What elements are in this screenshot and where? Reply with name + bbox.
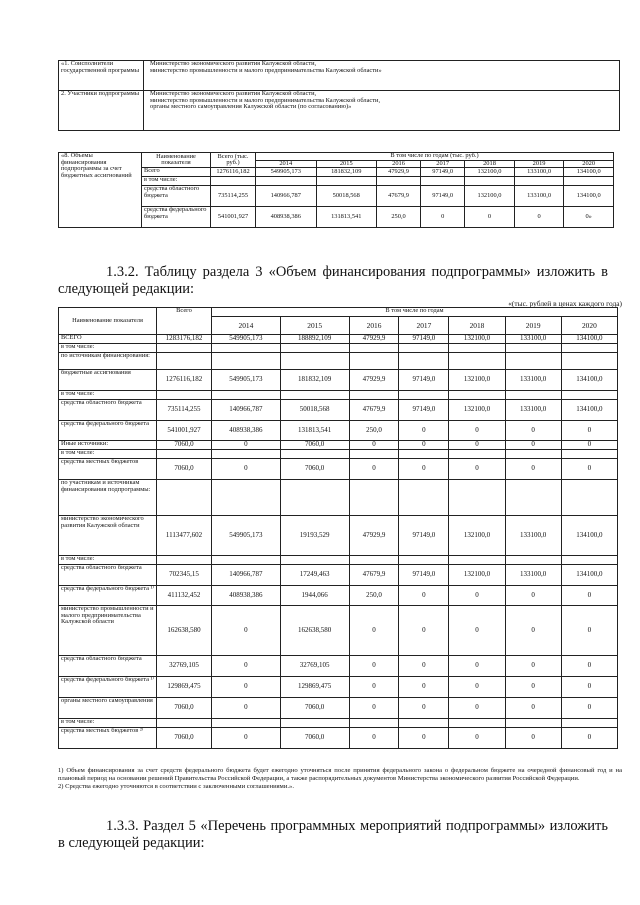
row-value: 0 <box>449 421 505 441</box>
row-value: 132100,0 <box>449 400 505 421</box>
paragraph-1-3-2-text: 1.3.2. Таблицу раздела 3 «Объем финансирования подпрограммы» изложить в следующей редакции: <box>58 264 608 297</box>
year-header: 2019 <box>514 160 564 168</box>
row-value <box>399 353 449 370</box>
row-value: 0 <box>349 441 399 450</box>
row-value: 0 <box>505 698 561 719</box>
row-value <box>280 556 349 565</box>
header-name: Наименование показателя <box>59 308 157 335</box>
row-value: 131813,541 <box>316 207 377 228</box>
row-value: 97149,0 <box>399 516 449 556</box>
table-row <box>59 480 618 516</box>
year-header: 2018 <box>449 317 505 335</box>
row-value: 0 <box>212 606 281 656</box>
row-value: 0 <box>465 207 515 228</box>
row-total <box>211 177 256 186</box>
row-value: 0 <box>212 728 281 749</box>
row-value: 0 <box>561 698 617 719</box>
row-value: 162638,580 <box>280 606 349 656</box>
row-value: 0 <box>399 459 449 480</box>
row-value <box>212 719 281 728</box>
row-value <box>561 353 617 370</box>
row-value: 97149,0 <box>399 335 449 344</box>
row-value: 0 <box>449 441 505 450</box>
row-value: 134100,0 <box>561 400 617 421</box>
row-value: 0 <box>349 606 399 656</box>
row-name: по источникам финансирования: <box>59 353 157 370</box>
table-row <box>59 391 618 400</box>
row-value: 0 <box>399 656 449 677</box>
row-value <box>505 391 561 400</box>
row-value: Министерство экономического развития Калужской области, министерство промышленности и малого предпринимательства Калужской области» <box>144 61 620 91</box>
table-row <box>59 91 620 131</box>
paragraph-1-3-2 <box>58 264 608 298</box>
table-row <box>59 698 618 719</box>
header-name: Наименование показателя <box>142 153 211 168</box>
row-value: 0 <box>399 728 449 749</box>
row-value: 0 <box>212 698 281 719</box>
row-value: 0 <box>505 656 561 677</box>
row-name: в том числе: <box>59 719 157 728</box>
row-value: 133100,0 <box>505 400 561 421</box>
row-value: 0 <box>449 677 505 698</box>
row-total: 7060,0 <box>157 459 212 480</box>
paragraph-1-3-3 <box>58 818 608 852</box>
row-total: 702345,15 <box>157 565 212 586</box>
row-name: средства федерального бюджета <box>142 207 211 228</box>
row-total: 411132,452 <box>157 586 212 606</box>
financing-passport-table <box>58 152 614 228</box>
row-value: 47679,9 <box>349 565 399 586</box>
row-value: 47679,9 <box>349 400 399 421</box>
row-total <box>157 344 212 353</box>
row-value: 47679,9 <box>377 186 421 207</box>
row-value: 181832,109 <box>316 168 377 177</box>
row-value <box>349 450 399 459</box>
year-header: 2019 <box>505 317 561 335</box>
row-value: 7060,0 <box>280 441 349 450</box>
row-name: в том числе: <box>59 344 157 353</box>
row-value <box>561 719 617 728</box>
row-value: 97149,0 <box>421 168 465 177</box>
row-value: 132100,0 <box>465 168 515 177</box>
row-value <box>449 556 505 565</box>
row-value <box>449 719 505 728</box>
row-value <box>212 353 281 370</box>
row-name: средства федерального бюджета ¹⁾ <box>59 586 157 606</box>
row-value: 47929,9 <box>349 335 399 344</box>
table-row <box>59 168 614 177</box>
row-value <box>280 344 349 353</box>
row-value <box>421 177 465 186</box>
row-value <box>349 480 399 516</box>
row-name: средства местных бюджетов ²⁾ <box>59 728 157 749</box>
year-header: 2014 <box>256 160 317 168</box>
row-name: ВСЕГО <box>59 335 157 344</box>
row-value: 7060,0 <box>280 459 349 480</box>
header-row <box>59 153 614 161</box>
row-value: 0 <box>399 677 449 698</box>
row-value: 250,0 <box>349 421 399 441</box>
row-value: 0 <box>399 441 449 450</box>
row-value <box>514 177 564 186</box>
row-total: 7060,0 <box>157 698 212 719</box>
row-value: 0 <box>514 207 564 228</box>
row-value: 0» <box>564 207 614 228</box>
row-value: 133100,0 <box>514 186 564 207</box>
row-value <box>505 344 561 353</box>
table-row <box>59 565 618 586</box>
row-value <box>505 556 561 565</box>
row-value <box>399 480 449 516</box>
row-name: в том числе: <box>59 450 157 459</box>
row-value <box>316 177 377 186</box>
row-value: 0 <box>561 459 617 480</box>
row-label: «1. Соисполнители государственной программы <box>59 61 144 91</box>
year-header: 2016 <box>349 317 399 335</box>
table-row <box>59 400 618 421</box>
row-total <box>157 353 212 370</box>
row-value: 549905,173 <box>256 168 317 177</box>
row-name: средства областного бюджета <box>59 565 157 586</box>
row-value: 408938,386 <box>256 207 317 228</box>
table-row <box>59 186 614 207</box>
row-value: 0 <box>505 441 561 450</box>
table-row <box>59 207 614 228</box>
row-value: 0 <box>505 606 561 656</box>
row-value <box>377 177 421 186</box>
row-total: 7060,0 <box>157 441 212 450</box>
row-value <box>212 480 281 516</box>
row-value: 0 <box>561 421 617 441</box>
header-row <box>59 308 618 317</box>
table-row <box>59 586 618 606</box>
year-header: 2017 <box>421 160 465 168</box>
row-name: в том числе: <box>59 391 157 400</box>
row-value <box>349 719 399 728</box>
row-value: 0 <box>212 441 281 450</box>
row-value: 0 <box>561 728 617 749</box>
row-value: 140966,787 <box>256 186 317 207</box>
row-value: 408938,386 <box>212 586 281 606</box>
row-total: 735114,255 <box>157 400 212 421</box>
row-name: средства областного бюджета <box>142 186 211 207</box>
row-value <box>399 556 449 565</box>
row-value: 0 <box>349 677 399 698</box>
row-total: 1113477,602 <box>157 516 212 556</box>
row-value: 134100,0 <box>561 335 617 344</box>
row-value: 0 <box>449 698 505 719</box>
row-total: 541001,927 <box>157 421 212 441</box>
row-value: 0 <box>399 606 449 656</box>
row-total: 32769,105 <box>157 656 212 677</box>
row-value <box>561 391 617 400</box>
row-value: 0 <box>212 677 281 698</box>
row-total: 1283176,182 <box>157 335 212 344</box>
row-value <box>349 353 399 370</box>
row-value <box>212 556 281 565</box>
row-total <box>157 719 212 728</box>
row-value <box>399 719 449 728</box>
row-value <box>449 353 505 370</box>
row-value: 0 <box>349 728 399 749</box>
units-label: «(тыс. рублей в ценах каждого года) <box>508 299 622 308</box>
row-value: 0 <box>505 728 561 749</box>
header-total: Всего <box>157 308 212 335</box>
row-total: 1276116,182 <box>157 370 212 391</box>
row-value: 0 <box>561 606 617 656</box>
row-value: 0 <box>561 586 617 606</box>
row-value <box>212 344 281 353</box>
row-value <box>280 391 349 400</box>
row-value: 0 <box>449 656 505 677</box>
row-value: 0 <box>561 441 617 450</box>
row-value <box>349 344 399 353</box>
row-value: 0 <box>505 421 561 441</box>
row-name: министерство экономического развития Калужской области <box>59 516 157 556</box>
row-value: 133100,0 <box>505 565 561 586</box>
row-total <box>157 556 212 565</box>
table-row <box>59 677 618 698</box>
year-header: 2015 <box>280 317 349 335</box>
row-value <box>399 450 449 459</box>
year-header: 2018 <box>465 160 515 168</box>
table-row <box>59 656 618 677</box>
footnote-1: 1) Объем финансирования за счет средств федерального бюджета будет ежегодно уточняться после принятия федерального закона о федеральном бюджете на очередной финансовый год и на плановый период на основании решений Правительства Российской Федерации, а также распорядительных документов Министерства экономического развития Российской Федерации. <box>58 767 622 783</box>
row-value <box>505 719 561 728</box>
row-value <box>564 177 614 186</box>
row-total <box>157 450 212 459</box>
row-value <box>561 344 617 353</box>
row-total: 541001,927 <box>211 207 256 228</box>
row-total: 129869,475 <box>157 677 212 698</box>
table-row <box>59 335 618 344</box>
row-value: 0 <box>505 677 561 698</box>
row-name: Всего <box>142 168 211 177</box>
row-value: 1944,066 <box>280 586 349 606</box>
row-value: 0 <box>561 677 617 698</box>
row-value: 132100,0 <box>465 186 515 207</box>
row-value: 181832,109 <box>280 370 349 391</box>
table-row <box>59 370 618 391</box>
table-row <box>59 353 618 370</box>
row-value <box>349 556 399 565</box>
row-value: 97149,0 <box>399 565 449 586</box>
row-value: 0 <box>349 698 399 719</box>
row-value <box>449 480 505 516</box>
row-value: 134100,0 <box>561 516 617 556</box>
row-value: 132100,0 <box>449 370 505 391</box>
row-value: 0 <box>212 656 281 677</box>
row-value: 50018,568 <box>280 400 349 421</box>
passport-label: «8. Объемы финансирования подпрограммы за счет бюджетных ассигнований <box>59 153 142 228</box>
row-total <box>157 391 212 400</box>
header-years: В том числе по годам (тыс. руб.) <box>256 153 614 161</box>
table-row <box>59 421 618 441</box>
row-name: министерство промышленности и малого предпринимательства Калужской области <box>59 606 157 656</box>
header-total: Всего (тыс. руб.) <box>211 153 256 168</box>
year-header: 2020 <box>564 160 614 168</box>
row-value: 0 <box>399 421 449 441</box>
row-value: 133100,0 <box>514 168 564 177</box>
row-name: средства федерального бюджета ¹⁾ <box>59 677 157 698</box>
row-total: 735114,255 <box>211 186 256 207</box>
row-value <box>449 344 505 353</box>
year-header: 2014 <box>212 317 281 335</box>
row-name: средства областного бюджета <box>59 400 157 421</box>
row-value <box>349 391 399 400</box>
row-value: 0 <box>449 586 505 606</box>
row-value: 132100,0 <box>449 565 505 586</box>
row-value <box>561 450 617 459</box>
coexecutors-table <box>58 60 620 131</box>
row-value: 250,0 <box>349 586 399 606</box>
row-value <box>399 344 449 353</box>
row-value: 140966,787 <box>212 565 281 586</box>
year-header: 2020 <box>561 317 617 335</box>
row-value: 17249,463 <box>280 565 349 586</box>
table-row <box>59 450 618 459</box>
row-name: органы местного самоуправления <box>59 698 157 719</box>
row-value: 134100,0 <box>564 168 614 177</box>
table-row <box>59 516 618 556</box>
row-value: 0 <box>349 459 399 480</box>
row-value <box>212 391 281 400</box>
table-row <box>59 556 618 565</box>
row-value <box>399 391 449 400</box>
row-value: 50018,568 <box>316 186 377 207</box>
row-value: 134100,0 <box>561 565 617 586</box>
row-value <box>280 450 349 459</box>
row-value: 97149,0 <box>421 186 465 207</box>
row-total: 7060,0 <box>157 728 212 749</box>
table-row <box>59 728 618 749</box>
row-value <box>449 450 505 459</box>
row-value: 0 <box>505 586 561 606</box>
row-name: в том числе: <box>59 556 157 565</box>
row-name: в том числе: <box>142 177 211 186</box>
row-label: 2. Участники подпрограммы <box>59 91 144 131</box>
row-value: 133100,0 <box>505 516 561 556</box>
row-value: 47929,9 <box>349 370 399 391</box>
year-header: 2016 <box>377 160 421 168</box>
row-value: 408938,386 <box>212 421 281 441</box>
row-value: 134100,0 <box>561 370 617 391</box>
row-value <box>212 450 281 459</box>
row-name: бюджетные ассигнования <box>59 370 157 391</box>
row-total <box>157 480 212 516</box>
row-value: 140966,787 <box>212 400 281 421</box>
table-row <box>59 61 620 91</box>
subprogram-financing-table <box>58 307 618 749</box>
row-name: средства областного бюджета <box>59 656 157 677</box>
row-name: по участникам и источникам финансирования подпрограммы: <box>59 480 157 516</box>
row-value: 132100,0 <box>449 516 505 556</box>
row-value: 97149,0 <box>399 370 449 391</box>
row-value: 0 <box>449 606 505 656</box>
row-value <box>505 353 561 370</box>
row-value: 0 <box>212 459 281 480</box>
row-value: 32769,105 <box>280 656 349 677</box>
row-value: 549905,173 <box>212 370 281 391</box>
row-value <box>449 391 505 400</box>
row-value: 133100,0 <box>505 335 561 344</box>
row-value <box>280 719 349 728</box>
row-value <box>561 480 617 516</box>
row-value: 0 <box>349 656 399 677</box>
header-years: В том числе по годам <box>212 308 618 317</box>
row-value: 129869,475 <box>280 677 349 698</box>
row-value: 0 <box>399 698 449 719</box>
paragraph-1-3-3-text: 1.3.3. Раздел 5 «Перечень программных мероприятий подпрограммы» изложить в следующей редакции: <box>58 818 608 851</box>
table-row <box>59 177 614 186</box>
row-name: Иные источники: <box>59 441 157 450</box>
row-value: 97149,0 <box>399 400 449 421</box>
row-value <box>280 480 349 516</box>
table-row <box>59 441 618 450</box>
row-value: 131813,541 <box>280 421 349 441</box>
row-value <box>505 480 561 516</box>
row-value: 47929,9 <box>377 168 421 177</box>
row-value: 19193,529 <box>280 516 349 556</box>
row-total: 1276116,182 <box>211 168 256 177</box>
row-value: 0 <box>449 728 505 749</box>
row-value: 188892,109 <box>280 335 349 344</box>
row-value: 47929,9 <box>349 516 399 556</box>
row-value: 0 <box>399 586 449 606</box>
row-name: средства местных бюджетов <box>59 459 157 480</box>
row-value: 0 <box>561 656 617 677</box>
row-value: 0 <box>421 207 465 228</box>
row-value <box>465 177 515 186</box>
row-value <box>505 450 561 459</box>
footnotes <box>58 767 622 792</box>
row-value: 134100,0 <box>564 186 614 207</box>
row-value: 0 <box>505 459 561 480</box>
row-value: 0 <box>449 459 505 480</box>
table-row <box>59 606 618 656</box>
row-name: средства федерального бюджета <box>59 421 157 441</box>
row-value <box>561 556 617 565</box>
table-row <box>59 459 618 480</box>
footnote-2: 2) Средства ежегодно уточняются в соответствии с заключенными соглашениями.». <box>58 783 294 791</box>
row-value: 132100,0 <box>449 335 505 344</box>
row-value: 549905,173 <box>212 516 281 556</box>
row-value <box>256 177 317 186</box>
row-value: 133100,0 <box>505 370 561 391</box>
row-value <box>280 353 349 370</box>
row-value: 7060,0 <box>280 728 349 749</box>
row-total: 162638,580 <box>157 606 212 656</box>
year-header: 2017 <box>399 317 449 335</box>
row-value: 250,0 <box>377 207 421 228</box>
row-value: 549905,173 <box>212 335 281 344</box>
row-value: Министерство экономического развития Калужской области, министерство промышленности и малого предпринимательства Калужской области, органы местного самоуправления Калужской области (по согласованию)» <box>144 91 620 131</box>
row-value: 7060,0 <box>280 698 349 719</box>
year-header: 2015 <box>316 160 377 168</box>
